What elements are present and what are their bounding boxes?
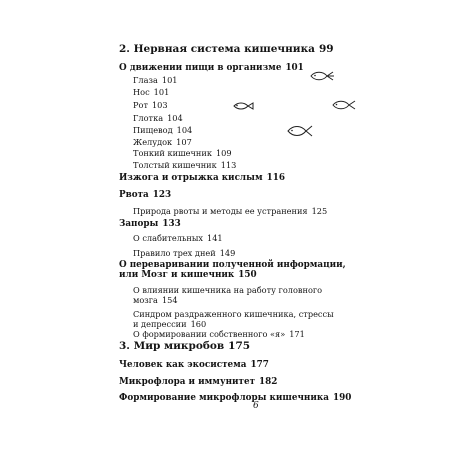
toc-item: Природа рвоты и методы ее устранения 125 (133, 206, 328, 216)
toc-item: Синдром раздраженного кишечника, стрессы (133, 309, 334, 319)
toc-item: О влиянии кишечника на работу головного (133, 285, 323, 295)
toc-section: О переваривании полученной информации, (119, 260, 346, 270)
toc-item: мозга 154 (133, 295, 178, 305)
toc-entry-page: 175 (228, 340, 251, 352)
toc-item: Правило трех дней 149 (133, 248, 236, 258)
toc-entry-page: 182 (259, 377, 278, 387)
toc-item: О слабительных 141 (133, 233, 223, 243)
toc-entry-page: 177 (250, 360, 269, 370)
toc-section: или Мозг и кишечник 150 (119, 270, 257, 280)
toc-item: Глаза 101 (133, 75, 178, 85)
toc-item: Тонкий кишечник 109 (133, 148, 232, 158)
fish-doodle-icon (285, 123, 315, 139)
toc-section (119, 394, 351, 403)
toc-item: Нос 101 (133, 87, 170, 97)
toc-section: Рвота 123 (119, 190, 172, 200)
toc-section: Запоры 133 (119, 219, 181, 229)
toc-entry-title: Формирование микрофлоры кишечника (119, 393, 329, 403)
toc-section: О движении пищи в организме 101 (119, 63, 304, 73)
toc-chapter-title (119, 341, 250, 352)
page-number: 6 (253, 401, 259, 411)
toc-item: и депрессии 160 (133, 319, 207, 329)
toc-item: О формировании собственного «я» 171 (133, 329, 305, 339)
toc-section: Изжога и отрыжка кислым 116 (119, 173, 285, 183)
fish-doodle-icon (231, 100, 257, 112)
toc-entry-title: Человек как экосистема (119, 360, 247, 370)
toc-item: Глотка 104 (133, 113, 183, 123)
toc-item: Желудок 107 (133, 137, 192, 147)
fish-doodle-icon (330, 98, 358, 112)
toc-entry-title: 3. Мир микробов (119, 340, 225, 352)
fish-doodle-icon (309, 69, 337, 83)
toc-item: Пищевод 104 (133, 125, 193, 135)
toc-item: Рот 103 (133, 100, 168, 110)
toc-entry-title: Микрофлора и иммунитет (119, 377, 256, 387)
toc-section (119, 361, 269, 370)
toc-entry-page: 190 (332, 393, 352, 403)
toc-chapter-title: 2. Нервная система кишечника 99 (119, 43, 334, 55)
toc-item: Толстый кишечник 113 (133, 160, 237, 170)
toc-section (119, 378, 277, 387)
